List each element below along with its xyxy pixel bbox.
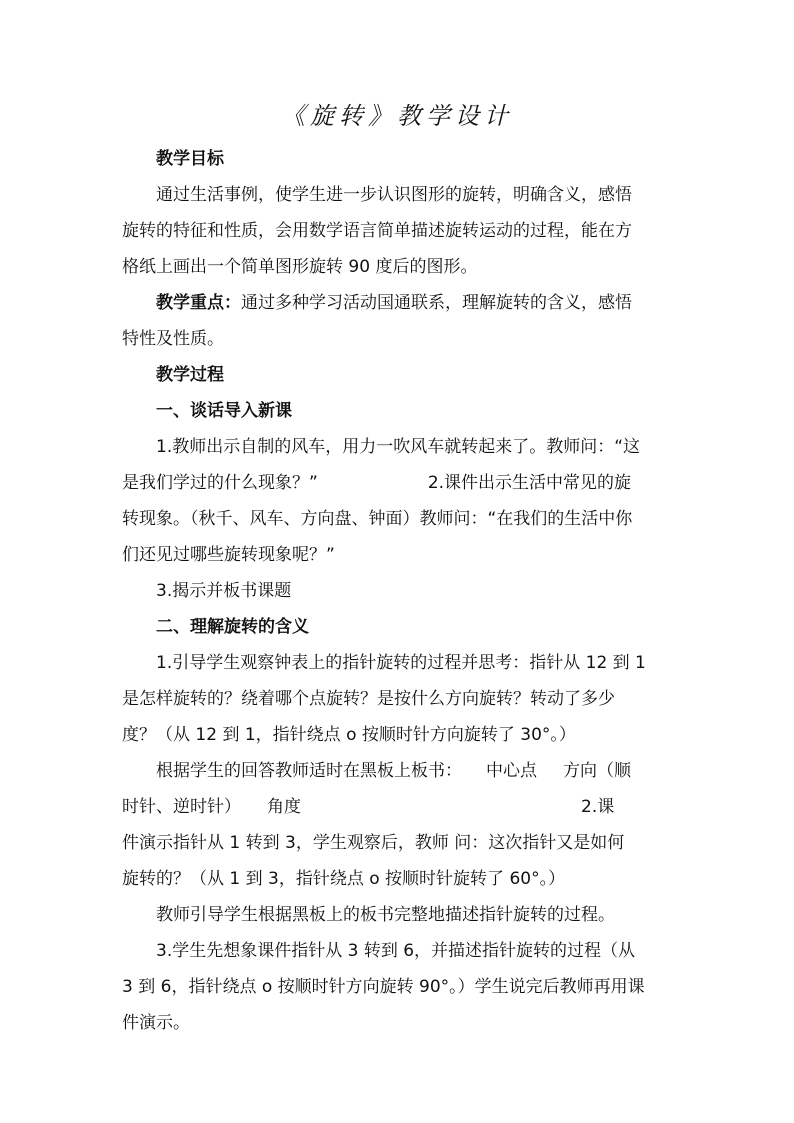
label-key-point: 教学重点： [156, 293, 241, 313]
paragraph-line [122, 471, 678, 495]
paragraph-line: 旋转的？（从 1 到 3，指针绕点 o 按顺时针旋转了 60°。） [122, 869, 566, 889]
paragraph-line: 时针、逆时针） 角度 2.课 [122, 797, 615, 817]
paragraph-line: 通过生活事例，使学生进一步认识图形的旋转，明确含义，感悟 [156, 185, 632, 205]
paragraph-line: 教师引导学生根据黑板上的板书完整地描述指针旋转的过程。 [156, 905, 615, 925]
board-center-point: 中心点 [486, 761, 537, 781]
item-2-start: 2.课件出示生活中常见的旋 [427, 473, 632, 493]
paragraph-line: 件演示指针从 1 转到 3，学生观察后，教师 问：这次指针又是如何 [122, 833, 625, 853]
paragraph-line: 1.教师出示自制的风车，用力一吹风车就转起来了。教师问：“这 [156, 437, 641, 457]
paragraph-line: 特性及性质。 [122, 329, 224, 349]
question-text: 是我们学过的什么现象？” [122, 473, 318, 493]
paragraph-line: 根据学生的回答教师适时在黑板上板书： 中心点 方向（顺 [156, 761, 631, 781]
item-2-start: 2.课 [581, 797, 615, 817]
paragraph-line [156, 291, 678, 315]
section-heading-2: 二、理解旋转的含义 [156, 617, 309, 637]
paragraph-line: 3 到 6，指针绕点 o 按顺时针方向旋转 90°。）学生说完后教师再用课 [122, 977, 645, 997]
paragraph-line: 格纸上画出一个简单图形旋转 90 度后的图形。 [122, 257, 478, 277]
paragraph-line: 3.学生先想象课件指针从 3 转到 6，并描述指针旋转的过程（从 [156, 941, 636, 961]
list-item: 3.揭示并板书课题 [156, 581, 292, 601]
paragraph-line: 旋转的特征和性质，会用数学语言简单描述旋转运动的过程，能在方 [122, 221, 632, 241]
paragraph-line: 件演示。 [122, 1013, 190, 1033]
heading-teaching-goals: 教学目标 [156, 149, 224, 169]
paragraph-line: 度？（从 12 到 1，指针绕点 o 按顺时针方向旋转了 30°。） [122, 725, 576, 745]
board-angle: 角度 [267, 797, 301, 817]
paragraph-line: 1.引导学生观察钟表上的指针旋转的过程并思考：指针从 12 到 1 [156, 653, 646, 673]
paragraph-line: 是怎样旋转的？绕着哪个点旋转？是按什么方向旋转？转动了多少 [122, 689, 615, 709]
document-title: 《旋转》教学设计 [281, 102, 513, 130]
board-direction: 方向（顺 [563, 761, 631, 781]
key-point-text: 通过多种学习活动国通联系，理解旋转的含义，感悟 [241, 293, 632, 313]
heading-teaching-process: 教学过程 [156, 365, 224, 385]
paragraph-line: 们还见过哪些旋转现象呢？” [122, 545, 335, 565]
paragraph-line: 转现象。（秋千、风车、方向盘、钟面）教师问：“在我们的生活中你 [122, 509, 633, 529]
section-heading-1: 一、谈话导入新课 [156, 401, 292, 421]
